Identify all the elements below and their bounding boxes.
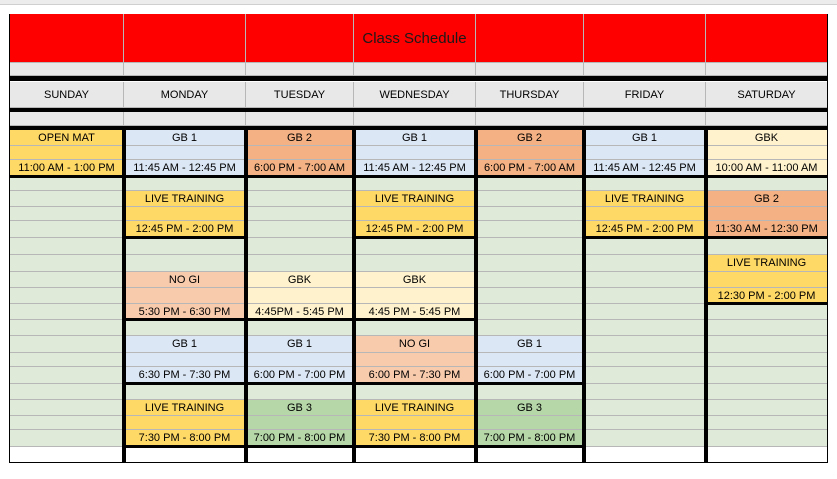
empty-slot	[706, 238, 828, 255]
class-block-border	[246, 318, 354, 321]
class-time: 5:30 PM - 6:30 PM	[124, 304, 246, 320]
class-name: GB 3	[476, 400, 584, 416]
spacer-cell	[246, 112, 354, 126]
empty-slot	[10, 367, 124, 384]
empty-slot	[10, 384, 124, 400]
class-spacer	[354, 353, 476, 367]
class-name: LIVE TRAINING	[706, 255, 828, 272]
day-header-saturday: SATURDAY	[706, 82, 828, 108]
class-block-border	[706, 175, 828, 178]
empty-slot	[10, 320, 124, 336]
class-time: 11:45 AM - 12:45 PM	[354, 160, 476, 177]
class-name: GB 2	[706, 191, 828, 207]
empty-slot	[124, 320, 246, 336]
empty-slot	[10, 353, 124, 367]
empty-slot	[10, 336, 124, 353]
class-block-border	[584, 175, 706, 178]
empty-slot	[706, 367, 828, 384]
class-spacer	[354, 288, 476, 304]
empty-slot	[476, 207, 584, 221]
class-block-border	[124, 236, 246, 239]
empty-slot	[124, 177, 246, 191]
column-divider	[582, 130, 586, 462]
empty-slot	[246, 207, 354, 221]
empty-slot	[354, 255, 476, 272]
spacer-cell	[124, 63, 246, 76]
class-spacer	[476, 146, 584, 160]
class-time: 11:45 AM - 12:45 PM	[124, 160, 246, 177]
grid-bottom-edge	[9, 462, 828, 463]
day-header-sunday: SUNDAY	[10, 82, 124, 108]
empty-slot	[10, 191, 124, 207]
class-name: GB 1	[476, 336, 584, 353]
class-name: GB 2	[476, 130, 584, 146]
empty-slot	[124, 238, 246, 255]
empty-slot	[476, 191, 584, 207]
class-time: 4:45PM - 5:45 PM	[246, 304, 354, 320]
empty-slot	[476, 272, 584, 288]
class-time: 6:00 PM - 7:00 PM	[246, 367, 354, 384]
day-header-wednesday: WEDNESDAY	[354, 82, 476, 108]
class-block-border	[124, 445, 246, 448]
class-name: LIVE TRAINING	[124, 191, 246, 207]
empty-slot	[246, 177, 354, 191]
empty-slot	[584, 384, 706, 400]
empty-slot	[584, 177, 706, 191]
class-name: LIVE TRAINING	[584, 191, 706, 207]
empty-slot	[10, 304, 124, 320]
class-name: GB 1	[354, 130, 476, 146]
empty-slot	[354, 238, 476, 255]
class-block-border	[246, 445, 354, 448]
empty-slot	[10, 221, 124, 238]
title-cell	[10, 14, 124, 63]
class-block-border	[124, 175, 246, 178]
empty-slot	[124, 384, 246, 400]
column-divider	[244, 130, 248, 462]
class-block-border	[584, 236, 706, 239]
class-spacer	[354, 146, 476, 160]
class-time: 10:00 AM - 11:00 AM	[706, 160, 828, 177]
class-time: 6:30 PM - 7:30 PM	[124, 367, 246, 384]
class-spacer	[124, 288, 246, 304]
empty-slot	[476, 304, 584, 320]
empty-slot	[584, 416, 706, 430]
column-divider	[704, 130, 708, 462]
class-name: GBK	[246, 272, 354, 288]
empty-slot	[584, 272, 706, 288]
class-time: 7:30 PM - 8:00 PM	[124, 430, 246, 447]
empty-slot	[476, 221, 584, 238]
empty-slot	[246, 221, 354, 238]
empty-slot	[10, 177, 124, 191]
empty-slot	[706, 304, 828, 320]
class-block-border	[706, 302, 828, 305]
class-spacer	[354, 207, 476, 221]
spacer-cell	[354, 63, 476, 76]
empty-slot	[706, 320, 828, 336]
empty-slot	[706, 336, 828, 353]
spacer-cell	[10, 112, 124, 126]
empty-slot	[706, 430, 828, 447]
day-header-friday: FRIDAY	[584, 82, 706, 108]
class-name: GBK	[354, 272, 476, 288]
empty-slot	[246, 191, 354, 207]
class-name: OPEN MAT	[10, 130, 124, 146]
class-time: 12:45 PM - 2:00 PM	[354, 221, 476, 238]
class-time: 6:00 PM - 7:30 PM	[354, 367, 476, 384]
empty-slot	[10, 430, 124, 447]
spacer-cell	[476, 112, 584, 126]
empty-slot	[476, 384, 584, 400]
class-time: 7:00 PM - 8:00 PM	[246, 430, 354, 447]
empty-slot	[354, 177, 476, 191]
empty-slot	[354, 320, 476, 336]
empty-slot	[10, 207, 124, 221]
class-block-border	[706, 236, 828, 239]
empty-slot	[584, 336, 706, 353]
empty-slot	[706, 400, 828, 416]
class-block-border	[476, 445, 584, 448]
spacer-cell	[124, 112, 246, 126]
class-spacer	[10, 146, 124, 160]
empty-slot	[10, 238, 124, 255]
empty-slot	[10, 400, 124, 416]
empty-slot	[584, 353, 706, 367]
spacer-cell	[706, 63, 828, 76]
empty-slot	[584, 288, 706, 304]
class-name: GB 1	[124, 130, 246, 146]
empty-slot	[476, 238, 584, 255]
class-time: 12:30 PM - 2:00 PM	[706, 288, 828, 304]
class-name: GBK	[706, 130, 828, 146]
class-block-border	[10, 175, 124, 178]
empty-slot	[706, 384, 828, 400]
column-divider	[474, 130, 478, 462]
class-block-border	[476, 175, 584, 178]
empty-slot	[584, 255, 706, 272]
class-time: 7:00 PM - 8:00 PM	[476, 430, 584, 447]
empty-slot	[476, 255, 584, 272]
class-time: 11:00 AM - 1:00 PM	[10, 160, 124, 177]
day-header-monday: MONDAY	[124, 82, 246, 108]
class-spacer	[476, 416, 584, 430]
class-name: GB 3	[246, 400, 354, 416]
class-name: LIVE TRAINING	[354, 400, 476, 416]
class-block-border	[354, 236, 476, 239]
class-block-border	[354, 175, 476, 178]
class-name: NO GI	[124, 272, 246, 288]
class-time: 6:00 PM - 7:00 AM	[476, 160, 584, 177]
class-spacer	[246, 416, 354, 430]
empty-slot	[10, 288, 124, 304]
class-spacer	[246, 288, 354, 304]
class-block-border	[354, 382, 476, 385]
class-name: LIVE TRAINING	[124, 400, 246, 416]
class-spacer	[124, 146, 246, 160]
title-cell	[476, 14, 584, 63]
class-block-border	[354, 318, 476, 321]
class-spacer	[124, 207, 246, 221]
class-name: GB 1	[246, 336, 354, 353]
title-cell	[246, 14, 354, 63]
spacer-cell	[246, 63, 354, 76]
empty-slot	[584, 367, 706, 384]
grid-left-edge	[9, 14, 10, 462]
column-divider	[122, 130, 126, 462]
empty-slot	[706, 353, 828, 367]
class-spacer	[246, 353, 354, 367]
empty-slot	[10, 255, 124, 272]
class-time: 11:45 AM - 12:45 PM	[584, 160, 706, 177]
class-name: GB 1	[124, 336, 246, 353]
empty-slot	[246, 255, 354, 272]
empty-slot	[354, 384, 476, 400]
class-spacer	[354, 416, 476, 430]
class-time: 6:00 PM - 7:00 PM	[476, 367, 584, 384]
class-time: 6:00 PM - 7:00 AM	[246, 160, 354, 177]
spacer-cell	[706, 112, 828, 126]
spacer-cell	[354, 112, 476, 126]
class-spacer	[246, 146, 354, 160]
class-spacer	[706, 146, 828, 160]
empty-slot	[476, 320, 584, 336]
class-time: 4:45 PM - 5:45 PM	[354, 304, 476, 320]
empty-slot	[246, 320, 354, 336]
class-spacer	[706, 207, 828, 221]
class-time: 12:45 PM - 2:00 PM	[124, 221, 246, 238]
title-cell	[124, 14, 246, 63]
empty-slot	[124, 255, 246, 272]
empty-slot	[584, 304, 706, 320]
empty-slot	[584, 320, 706, 336]
title-cell	[706, 14, 828, 63]
spacer-cell	[584, 112, 706, 126]
empty-slot	[246, 238, 354, 255]
class-name: LIVE TRAINING	[354, 191, 476, 207]
class-spacer	[476, 353, 584, 367]
title-cell	[584, 14, 706, 63]
column-divider	[352, 130, 356, 462]
spacer-cell	[10, 63, 124, 76]
class-block-border	[354, 445, 476, 448]
class-spacer	[706, 272, 828, 288]
class-spacer	[124, 353, 246, 367]
header-divider-bottom	[10, 108, 828, 112]
empty-slot	[584, 238, 706, 255]
spacer-cell	[584, 63, 706, 76]
class-name: GB 2	[246, 130, 354, 146]
class-name: NO GI	[354, 336, 476, 353]
class-time: 7:30 PM - 8:00 PM	[354, 430, 476, 447]
empty-slot	[476, 177, 584, 191]
empty-slot	[584, 430, 706, 447]
header-divider-top	[10, 76, 828, 81]
empty-slot	[10, 416, 124, 430]
spacer-cell	[476, 63, 584, 76]
class-spacer	[584, 207, 706, 221]
class-name: GB 1	[584, 130, 706, 146]
empty-slot	[706, 177, 828, 191]
class-time: 11:30 AM - 12:30 PM	[706, 221, 828, 238]
day-header-thursday: THURSDAY	[476, 82, 584, 108]
empty-slot	[584, 400, 706, 416]
empty-slot	[246, 384, 354, 400]
page-title: Class Schedule	[354, 14, 476, 63]
empty-slot	[476, 288, 584, 304]
class-block-border	[124, 382, 246, 385]
class-time: 12:45 PM - 2:00 PM	[584, 221, 706, 238]
class-spacer	[124, 416, 246, 430]
empty-slot	[10, 272, 124, 288]
day-header-tuesday: TUESDAY	[246, 82, 354, 108]
sheet-top-edge	[0, 0, 837, 5]
class-block-border	[246, 382, 354, 385]
class-block-border	[476, 382, 584, 385]
class-spacer	[584, 146, 706, 160]
empty-slot	[706, 416, 828, 430]
class-block-border	[246, 175, 354, 178]
class-block-border	[124, 318, 246, 321]
